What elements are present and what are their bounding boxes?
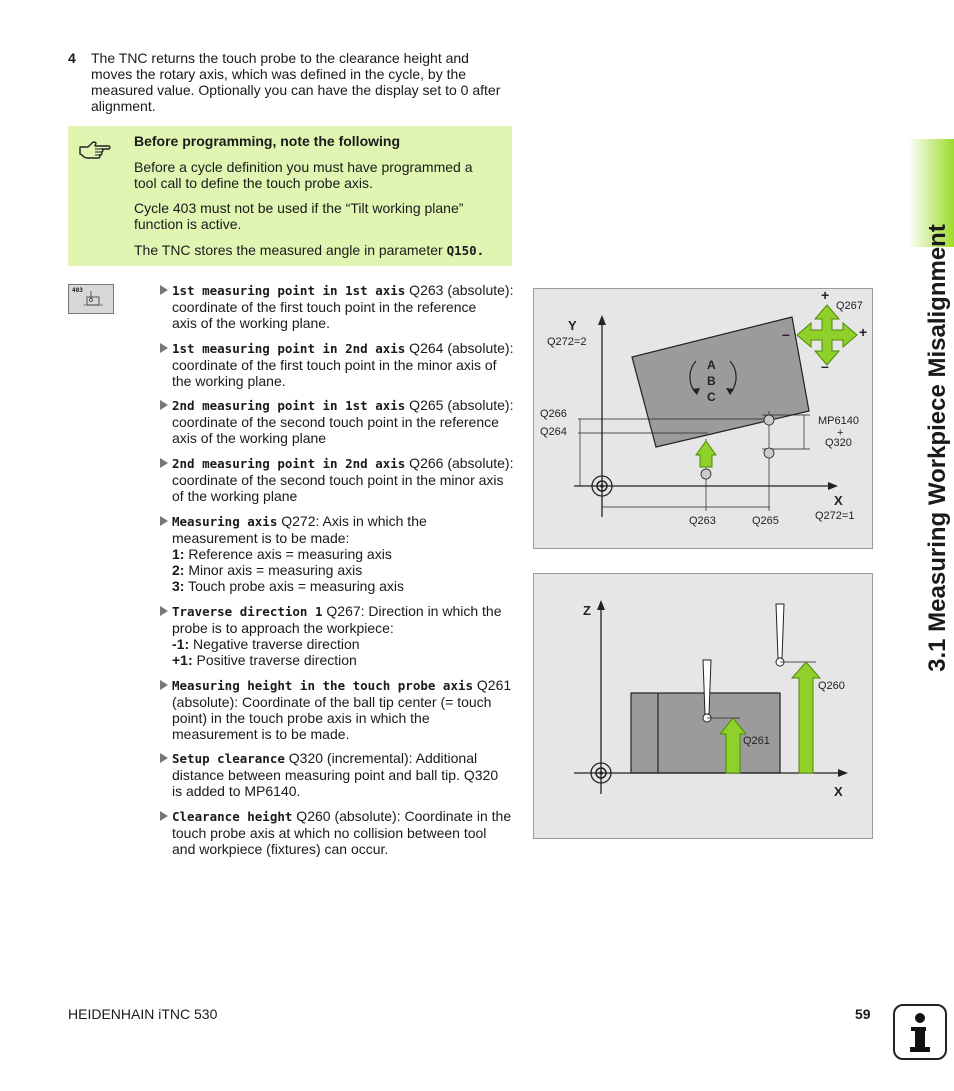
z-axis-label: Z [583,603,591,618]
param-q260 [160,808,515,857]
x-axis-arrow [828,482,838,490]
cycle-icon-label: 403 [72,287,83,294]
param-q265 [160,397,515,446]
param-code: Measuring axis [172,514,278,529]
option-text: Touch probe axis = measuring axis [184,578,405,594]
param-q263 [160,282,515,331]
note-box [68,126,512,266]
note-paragraph [134,159,504,191]
param-code: 2nd measuring point in 1st axis [172,398,406,413]
option-text: Reference axis = measuring axis [184,546,392,562]
mp6140-label: MP6140 [818,415,859,427]
probe-point [701,469,711,479]
note-line: tool call to define the touch probe axis. [134,175,373,191]
note-line: Cycle 403 must not be used if the “Tilt working plane” [134,200,464,216]
probe-point [764,448,774,458]
param-code: 1st measuring point in 1st axis [172,283,406,298]
q266-label: Q266 [540,408,567,420]
approach-arrow [696,441,716,467]
param-q261 [160,677,515,742]
param-q272 [160,513,515,594]
dir-minus-bottom: – [821,358,829,374]
bullet-triangle-icon [160,753,168,763]
param-line: probe is to approach the workpiece: [172,620,394,636]
figure-side-view-heights [533,573,873,839]
param-line: of the working plane [172,488,298,504]
dir-plus-right: + [859,324,868,340]
param-rest: Q260 (absolute): Coordinate in the [292,808,512,824]
param-line: touch probe axis at which no collision between tool [172,825,487,841]
param-rest: Q264 (absolute): [405,340,514,356]
touch-probe-high [776,604,784,658]
note-title: Before programming, note the following [134,133,400,149]
z-axis-arrow [597,600,605,610]
step-line: alignment. [91,98,156,114]
option-text: Positive traverse direction [192,652,357,668]
direction-cross-icon [797,305,857,365]
option-key: -1: [172,636,190,652]
probe-glyph-icon [69,285,113,313]
param-line: distance between measuring point and ball tip. Q320 [172,767,499,783]
param-rest: Q320 (incremental): Additional [284,750,478,766]
note-paragraph [134,200,504,232]
bullet-triangle-icon [160,811,168,821]
bullet-triangle-icon [160,343,168,353]
param-line: and workpiece (fixtures) can occur. [172,841,389,857]
param-line: coordinate of the first touch point in the minor axis of [172,357,497,373]
param-rest: Q266 (absolute): [405,455,514,471]
param-q264 [160,340,515,389]
option-key: +1: [172,652,193,668]
param-code: Traverse direction 1 [172,604,323,619]
q260-label: Q260 [818,680,845,692]
cycle-403-icon [68,284,114,314]
q272-1-label: Q272=1 [815,510,855,522]
param-q267 [160,603,515,668]
param-line: (absolute): Coordinate of the ball tip center (= touch [172,694,492,710]
param-code: 2nd measuring point in 2nd axis [172,456,406,471]
q260-arrow [792,662,820,773]
bullet-triangle-icon [160,516,168,526]
step-number: 4 [68,50,76,66]
q264-label: Q264 [540,426,567,438]
param-line: is added to MP6140. [172,783,301,799]
x-axis-arrow [838,769,848,777]
note-line: Before a cycle definition you must have programmed a [134,159,473,175]
figure-misalignment-top-view [533,288,873,549]
option-key: 1: [172,546,185,562]
pointing-hand-icon [78,138,112,162]
param-line: axis of the working plane [172,430,327,446]
q267-label: Q267 [836,300,863,312]
y-axis-label: Y [568,318,577,333]
option-text: Negative traverse direction [189,636,360,652]
touch-probe-low [703,660,711,714]
note-paragraph [134,242,504,259]
param-rest: Q263 (absolute): [405,282,514,298]
step-line: The TNC returns the touch probe to the clearance height and [91,50,469,66]
param-rest: Q267: Direction in which the [322,603,502,619]
param-line: axis of the working plane. [172,315,330,331]
param-q320 [160,750,515,799]
x-axis-label: X [834,784,843,799]
param-q266 [160,455,515,504]
param-code: Clearance height [172,809,293,824]
param-line: point) in the touch probe axis in which the [172,710,430,726]
option-text: Minor axis = measuring axis [184,562,363,578]
page-number: 59 [855,1006,871,1022]
q263-label: Q263 [689,515,716,527]
param-code: 1st measuring point in 2nd axis [172,341,406,356]
param-rest: Q265 (absolute): [405,397,514,413]
param-line: coordinate of the second touch point in the minor axis [172,472,504,488]
q150-code: Q150. [446,243,485,258]
param-code: Measuring height in the touch probe axis [172,678,474,693]
q261-label: Q261 [743,735,770,747]
bullet-triangle-icon [160,285,168,295]
info-icon [893,1004,947,1060]
option-key: 3: [172,578,185,594]
plus-label: + [837,427,844,439]
bullet-triangle-icon [160,606,168,616]
step-line: measured value. Optionally you can have the display set to 0 after [91,82,501,98]
footer-text: HEIDENHAIN iTNC 530 [68,1006,218,1022]
rot-a-label: A [707,358,716,372]
chapter-title: 3.1 Measuring Workpiece Misalignment [924,224,951,672]
dir-minus-left: – [782,326,790,342]
param-rest: Q272: Axis in which the [277,513,427,529]
dir-plus-top: + [821,289,830,303]
q265-label: Q265 [752,515,779,527]
x-axis-label: X [834,493,843,508]
option-key: 2: [172,562,185,578]
param-line: measurement is to be made. [172,726,350,742]
param-line: the working plane. [172,373,286,389]
param-line: coordinate of the second touch point in the reference [172,414,499,430]
param-code: Setup clearance [172,751,285,766]
y-axis-arrow [598,315,606,325]
q272-2-label: Q272=2 [547,336,587,348]
rot-c-label: C [707,390,716,404]
bullet-triangle-icon [160,400,168,410]
note-line: function is active. [134,216,242,232]
param-line: coordinate of the first touch point in the reference [172,299,477,315]
param-line: measurement is to be made: [172,530,350,546]
step-text [91,50,511,114]
chapter-sidebar [898,75,954,863]
rot-b-label: B [707,374,716,388]
probe-point [764,415,774,425]
bullet-triangle-icon [160,458,168,468]
note-line: The TNC stores the measured angle in parameter [134,242,447,258]
step-line: moves the rotary axis, which was defined in the cycle, by the [91,66,467,82]
q320-label: Q320 [825,437,852,449]
bullet-triangle-icon [160,680,168,690]
param-rest: Q261 [473,677,512,693]
